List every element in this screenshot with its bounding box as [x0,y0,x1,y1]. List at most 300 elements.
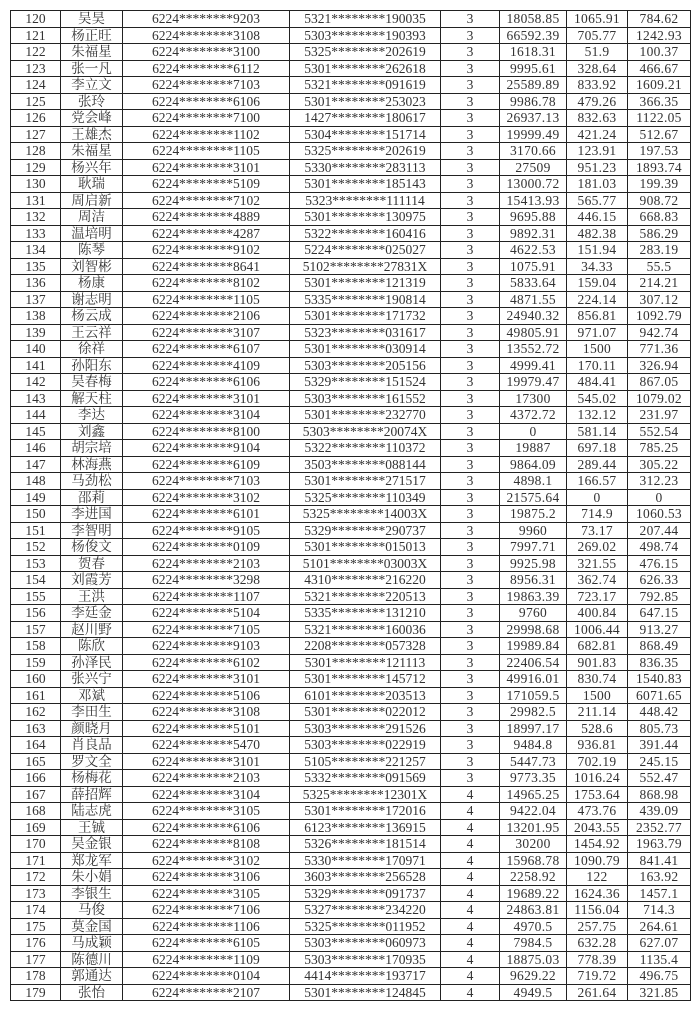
cell-row-index: 151 [11,522,61,539]
cell-amount-3: 1609.21 [628,77,691,94]
cell-id-number: 5325********011952 [290,918,441,935]
cell-bank-card-number: 6224********3101 [123,671,290,688]
cell-amount-2: 261.64 [567,984,628,1001]
cell-name: 莫金国 [61,918,123,935]
cell-category: 3 [441,27,500,44]
cell-amount-3: 496.75 [628,968,691,985]
cell-category: 3 [441,143,500,160]
cell-name: 马成颖 [61,935,123,952]
cell-row-index: 155 [11,588,61,605]
table-row [11,588,691,605]
cell-bank-card-number: 6224********6109 [123,456,290,473]
cell-row-index: 174 [11,902,61,919]
cell-id-number: 5301********271517 [290,473,441,490]
cell-category: 4 [441,902,500,919]
cell-bank-card-number: 6224********5109 [123,176,290,193]
cell-amount-2: 702.19 [567,753,628,770]
cell-row-index: 170 [11,836,61,853]
table-row [11,440,691,457]
cell-category: 3 [441,473,500,490]
table-row [11,93,691,110]
table-row [11,242,691,259]
cell-amount-2: 170.11 [567,357,628,374]
table-row [11,60,691,77]
cell-bank-card-number: 6224********8100 [123,423,290,440]
cell-amount-2: 1090.79 [567,852,628,869]
cell-amount-3: 867.05 [628,374,691,391]
cell-row-index: 150 [11,506,61,523]
cell-category: 3 [441,357,500,374]
cell-bank-card-number: 6224********3100 [123,44,290,61]
table-row [11,357,691,374]
cell-row-index: 131 [11,192,61,209]
table-row [11,786,691,803]
table-row [11,456,691,473]
cell-bank-card-number: 6224********3108 [123,27,290,44]
cell-id-number: 5322********160416 [290,225,441,242]
cell-bank-card-number: 6224********3108 [123,704,290,721]
cell-bank-card-number: 6224********3298 [123,572,290,589]
table-row [11,687,691,704]
cell-amount-3: 512.67 [628,126,691,143]
table-row [11,984,691,1001]
cell-id-number: 5301********145712 [290,671,441,688]
cell-category: 3 [441,770,500,787]
cell-amount-2: 833.92 [567,77,628,94]
cell-id-number: 5102********27831X [290,258,441,275]
cell-amount-3: 868.49 [628,638,691,655]
cell-row-index: 128 [11,143,61,160]
cell-category: 3 [441,126,500,143]
cell-amount-1: 7997.71 [500,539,567,556]
cell-amount-3: 714.3 [628,902,691,919]
cell-amount-1: 66592.39 [500,27,567,44]
cell-id-number: 5303********170935 [290,951,441,968]
cell-row-index: 125 [11,93,61,110]
cell-name: 李银生 [61,885,123,902]
cell-name: 薛招辉 [61,786,123,803]
cell-amount-2: 421.24 [567,126,628,143]
table-row [11,423,691,440]
cell-row-index: 137 [11,291,61,308]
cell-id-number: 5301********030914 [290,341,441,358]
cell-category: 3 [441,605,500,622]
cell-amount-3: 391.44 [628,737,691,754]
cell-amount-3: 668.83 [628,209,691,226]
cell-category: 3 [441,275,500,292]
cell-row-index: 144 [11,407,61,424]
cell-category: 3 [441,192,500,209]
cell-amount-1: 15968.78 [500,852,567,869]
cell-amount-3: 476.15 [628,555,691,572]
cell-amount-3: 1540.83 [628,671,691,688]
cell-amount-1: 19863.39 [500,588,567,605]
cell-amount-2: 1454.92 [567,836,628,853]
cell-amount-2: 328.64 [567,60,628,77]
cell-name: 刘鑫 [61,423,123,440]
cell-id-number: 5322********110372 [290,440,441,457]
cell-bank-card-number: 6224********2103 [123,555,290,572]
cell-category: 4 [441,885,500,902]
cell-bank-card-number: 6224********4109 [123,357,290,374]
cell-name: 杨兴年 [61,159,123,176]
cell-bank-card-number: 6224********3101 [123,390,290,407]
cell-amount-1: 13552.72 [500,341,567,358]
cell-category: 3 [441,93,500,110]
cell-id-number: 5301********172016 [290,803,441,820]
cell-name: 李进国 [61,506,123,523]
cell-row-index: 134 [11,242,61,259]
cell-row-index: 146 [11,440,61,457]
cell-amount-3: 785.25 [628,440,691,457]
cell-amount-1: 9995.61 [500,60,567,77]
cell-amount-1: 3170.66 [500,143,567,160]
cell-amount-1: 2258.92 [500,869,567,886]
cell-amount-3: 1242.93 [628,27,691,44]
cell-amount-2: 321.55 [567,555,628,572]
cell-amount-3: 2352.77 [628,819,691,836]
cell-row-index: 169 [11,819,61,836]
cell-category: 3 [441,159,500,176]
cell-row-index: 132 [11,209,61,226]
cell-amount-3: 312.23 [628,473,691,490]
cell-category: 4 [441,819,500,836]
table-row [11,225,691,242]
table-row [11,539,691,556]
cell-category: 3 [441,44,500,61]
table-row [11,885,691,902]
cell-amount-1: 29982.5 [500,704,567,721]
table-row [11,192,691,209]
cell-row-index: 158 [11,638,61,655]
cell-amount-1: 18875.03 [500,951,567,968]
cell-category: 3 [441,572,500,589]
cell-bank-card-number: 6224********7105 [123,621,290,638]
table-row [11,110,691,127]
cell-bank-card-number: 6224********0104 [123,968,290,985]
cell-name: 刘霞芳 [61,572,123,589]
cell-amount-2: 166.57 [567,473,628,490]
cell-id-number: 5321********190035 [290,11,441,28]
table-row [11,621,691,638]
cell-row-index: 135 [11,258,61,275]
cell-category: 3 [441,423,500,440]
cell-name: 陈德川 [61,951,123,968]
cell-id-number: 5325********12301X [290,786,441,803]
cell-amount-1: 49916.01 [500,671,567,688]
cell-amount-3: 448.42 [628,704,691,721]
cell-amount-2: 482.38 [567,225,628,242]
cell-bank-card-number: 6224********6106 [123,374,290,391]
cell-category: 3 [441,687,500,704]
cell-amount-2: 936.81 [567,737,628,754]
cell-amount-3: 627.07 [628,935,691,952]
table-row [11,704,691,721]
cell-amount-3: 245.15 [628,753,691,770]
cell-category: 4 [441,968,500,985]
cell-id-number: 1427********180617 [290,110,441,127]
cell-amount-1: 27509 [500,159,567,176]
cell-bank-card-number: 6224********3105 [123,885,290,902]
cell-amount-3: 841.41 [628,852,691,869]
cell-id-number: 5301********015013 [290,539,441,556]
cell-amount-3: 868.98 [628,786,691,803]
cell-id-number: 5325********14003X [290,506,441,523]
cell-row-index: 120 [11,11,61,28]
cell-id-number: 5301********124845 [290,984,441,1001]
cell-amount-3: 326.94 [628,357,691,374]
cell-category: 4 [441,984,500,1001]
cell-name: 杨俊文 [61,539,123,556]
cell-name: 罗文全 [61,753,123,770]
cell-amount-2: 832.63 [567,110,628,127]
cell-amount-1: 13000.72 [500,176,567,193]
cell-row-index: 160 [11,671,61,688]
cell-amount-3: 1092.79 [628,308,691,325]
cell-amount-2: 697.18 [567,440,628,457]
cell-amount-2: 473.76 [567,803,628,820]
cell-amount-2: 1156.04 [567,902,628,919]
cell-category: 3 [441,671,500,688]
cell-amount-3: 1135.4 [628,951,691,968]
cell-amount-1: 7984.5 [500,935,567,952]
cell-row-index: 161 [11,687,61,704]
cell-amount-1: 19979.47 [500,374,567,391]
table-row [11,390,691,407]
cell-row-index: 167 [11,786,61,803]
cell-id-number: 2208********057328 [290,638,441,655]
cell-bank-card-number: 6224********1109 [123,951,290,968]
cell-amount-1: 15413.93 [500,192,567,209]
cell-id-number: 5332********091569 [290,770,441,787]
cell-bank-card-number: 6224********6101 [123,506,290,523]
cell-bank-card-number: 6224********4287 [123,225,290,242]
cell-category: 3 [441,737,500,754]
cell-id-number: 5301********171732 [290,308,441,325]
cell-category: 4 [441,852,500,869]
cell-amount-1: 18058.85 [500,11,567,28]
cell-id-number: 5224********025027 [290,242,441,259]
table-row [11,819,691,836]
cell-amount-2: 446.15 [567,209,628,226]
table-row [11,605,691,622]
cell-name: 林海燕 [61,456,123,473]
cell-row-index: 139 [11,324,61,341]
cell-amount-1: 24940.32 [500,308,567,325]
cell-name: 吴春梅 [61,374,123,391]
cell-amount-3: 207.44 [628,522,691,539]
cell-category: 3 [441,11,500,28]
cell-bank-card-number: 6224********9103 [123,638,290,655]
cell-amount-3: 1060.53 [628,506,691,523]
table-row [11,341,691,358]
table-row [11,852,691,869]
cell-amount-2: 159.04 [567,275,628,292]
cell-bank-card-number: 6224********1106 [123,918,290,935]
records-table [10,10,691,1001]
table-row [11,291,691,308]
cell-amount-1: 9986.78 [500,93,567,110]
cell-name: 杨梅花 [61,770,123,787]
cell-amount-3: 1893.74 [628,159,691,176]
cell-amount-3: 552.47 [628,770,691,787]
cell-category: 3 [441,341,500,358]
cell-id-number: 4414********193717 [290,968,441,985]
table-row [11,489,691,506]
cell-name: 王洪 [61,588,123,605]
cell-amount-1: 29998.68 [500,621,567,638]
table-row [11,308,691,325]
cell-row-index: 178 [11,968,61,985]
cell-row-index: 127 [11,126,61,143]
cell-amount-3: 1457.1 [628,885,691,902]
cell-amount-1: 4970.5 [500,918,567,935]
cell-name: 郭通达 [61,968,123,985]
table-row [11,671,691,688]
cell-amount-2: 856.81 [567,308,628,325]
table-row [11,803,691,820]
cell-bank-card-number: 6224********6106 [123,819,290,836]
table-row [11,176,691,193]
cell-row-index: 145 [11,423,61,440]
cell-category: 4 [441,918,500,935]
cell-id-number: 5301********121113 [290,654,441,671]
cell-category: 3 [441,258,500,275]
cell-id-number: 5325********202619 [290,143,441,160]
cell-row-index: 147 [11,456,61,473]
cell-amount-2: 1624.36 [567,885,628,902]
table-row [11,951,691,968]
table-row [11,258,691,275]
cell-bank-card-number: 6224********9105 [123,522,290,539]
cell-id-number: 5329********151524 [290,374,441,391]
cell-amount-3: 1963.79 [628,836,691,853]
cell-category: 3 [441,291,500,308]
cell-amount-3: 784.62 [628,11,691,28]
table-row [11,869,691,886]
cell-category: 3 [441,522,500,539]
cell-amount-2: 289.44 [567,456,628,473]
cell-amount-3: 913.27 [628,621,691,638]
cell-name: 耿瑞 [61,176,123,193]
cell-amount-3: 908.72 [628,192,691,209]
cell-amount-2: 682.81 [567,638,628,655]
cell-name: 马俊 [61,902,123,919]
cell-id-number: 5321********220513 [290,588,441,605]
cell-category: 3 [441,440,500,457]
cell-row-index: 153 [11,555,61,572]
cell-id-number: 5327********234220 [290,902,441,919]
cell-amount-2: 545.02 [567,390,628,407]
table-row [11,720,691,737]
cell-amount-3: 439.09 [628,803,691,820]
cell-name: 朱福星 [61,143,123,160]
cell-id-number: 5301********022012 [290,704,441,721]
cell-id-number: 4310********216220 [290,572,441,589]
cell-bank-card-number: 6224********7106 [123,902,290,919]
cell-amount-1: 13201.95 [500,819,567,836]
cell-amount-1: 4999.41 [500,357,567,374]
cell-row-index: 163 [11,720,61,737]
cell-amount-1: 19887 [500,440,567,457]
cell-amount-3: 214.21 [628,275,691,292]
cell-id-number: 5321********091619 [290,77,441,94]
cell-amount-1: 1075.91 [500,258,567,275]
table-row [11,27,691,44]
cell-category: 3 [441,555,500,572]
cell-row-index: 172 [11,869,61,886]
cell-amount-2: 211.14 [567,704,628,721]
cell-id-number: 5303********20074X [290,423,441,440]
cell-row-index: 121 [11,27,61,44]
cell-category: 4 [441,803,500,820]
cell-amount-2: 0 [567,489,628,506]
cell-name: 郑龙军 [61,852,123,869]
cell-id-number: 5330********283113 [290,159,441,176]
cell-amount-2: 73.17 [567,522,628,539]
cell-row-index: 142 [11,374,61,391]
cell-amount-2: 2043.55 [567,819,628,836]
cell-bank-card-number: 6224********7103 [123,77,290,94]
cell-category: 3 [441,456,500,473]
cell-category: 3 [441,110,500,127]
cell-category: 3 [441,506,500,523]
cell-row-index: 166 [11,770,61,787]
cell-name: 王云祥 [61,324,123,341]
cell-row-index: 162 [11,704,61,721]
cell-id-number: 5304********151714 [290,126,441,143]
cell-id-number: 5335********131210 [290,605,441,622]
cell-name: 肖良品 [61,737,123,754]
cell-name: 张兴宁 [61,671,123,688]
cell-amount-3: 586.29 [628,225,691,242]
cell-name: 杨康 [61,275,123,292]
table-row [11,126,691,143]
cell-name: 杨云成 [61,308,123,325]
cell-id-number: 5325********202619 [290,44,441,61]
cell-category: 3 [441,638,500,655]
cell-category: 3 [441,242,500,259]
cell-amount-2: 269.02 [567,539,628,556]
cell-name: 马劲松 [61,473,123,490]
cell-id-number: 5301********232770 [290,407,441,424]
table-row [11,935,691,952]
cell-row-index: 177 [11,951,61,968]
cell-bank-card-number: 6224********3106 [123,869,290,886]
cell-name: 张一凡 [61,60,123,77]
cell-amount-1: 1618.31 [500,44,567,61]
cell-amount-2: 257.75 [567,918,628,935]
table-row [11,654,691,671]
cell-name: 张怡 [61,984,123,1001]
cell-amount-2: 971.07 [567,324,628,341]
cell-amount-1: 9773.35 [500,770,567,787]
cell-name: 谢志明 [61,291,123,308]
cell-category: 3 [441,753,500,770]
cell-category: 3 [441,374,500,391]
cell-amount-3: 163.92 [628,869,691,886]
cell-bank-card-number: 6224********6102 [123,654,290,671]
table-row [11,77,691,94]
cell-bank-card-number: 6224********5101 [123,720,290,737]
cell-amount-1: 19989.84 [500,638,567,655]
table-row [11,737,691,754]
cell-amount-3: 231.97 [628,407,691,424]
cell-category: 4 [441,935,500,952]
cell-amount-1: 19875.2 [500,506,567,523]
cell-amount-1: 171059.5 [500,687,567,704]
cell-category: 3 [441,588,500,605]
